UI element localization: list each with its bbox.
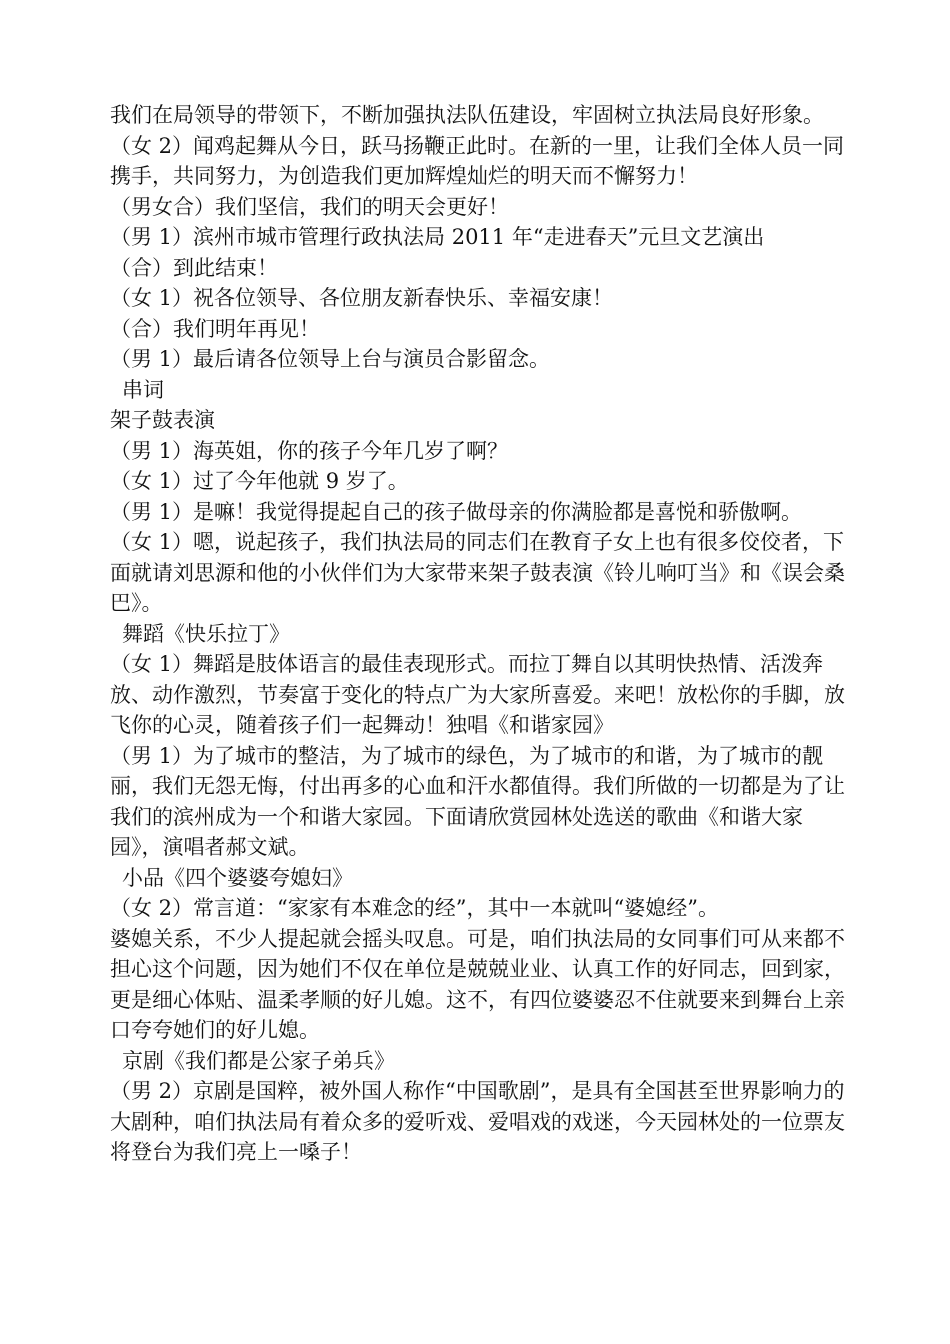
paragraph: 我们在局领导的带领下，不断加强执法队伍建设，牢固树立执法局良好形象。 [110,103,824,127]
paragraph: （女 2）闻鸡起舞从今日，跃马扬鞭正此时。在新的一里，让我们全体人员一同携手，共同努力，为创造我们更加辉煌灿烂的明天而不懈努力！ [110,133,845,188]
section-heading: 架子鼓表演 [110,408,215,432]
paragraph: （男 1）海英姐，你的孩子今年几岁了啊？ [110,438,509,463]
paragraph: （男 1）滨州市城市管理行政执法局 2011 年“走进春天”元旦文艺演出 [110,225,765,249]
section-heading: 京剧《我们都是公家子弟兵》 [122,1048,395,1073]
paragraph: （男 1）最后请各位领导上台与演员合影留念。 [110,347,551,371]
paragraph: （男 2）京剧是国粹，被外国人称作“中国歌剧”，是具有全国甚至世界影响力的大剧种，咱们执法局有着众多的爱听戏、爱唱戏的戏迷，今天园林处的一位票友将登台为我们亮上一嗓子！ [110,1079,845,1164]
paragraph: （女 1）舞蹈是肢体语言的最佳表现形式。而拉丁舞自以其明快热情、活泼奔放、动作激烈，节奏富于变化的特点广为大家所喜爱。来吧！放松你的手脚，放飞你的心灵，随着孩子们一起舞动！独唱《和谐家园》 [110,652,845,737]
section-heading: 小品《四个婆婆夸媳妇》 [122,865,353,890]
paragraph: 婆媳关系，不少人提起就会摇头叹息。可是，咱们执法局的女同事们可从来都不担心这个问题，因为她们不仅在单位是兢兢业业、认真工作的好同志，回到家，更是细心体贴、温柔孝顺的好儿媳。这不，有四位婆婆忍不住就要来到舞台上亲口夸夸她们的好儿媳。 [110,926,845,1042]
paragraph: （女 1）过了今年他就 9 岁了。 [110,469,409,493]
paragraph: （合）我们明年再见！ [110,316,320,341]
paragraph: （女 2）常言道：“家家有本难念的经”，其中一本就叫“婆媳经”。 [110,896,719,920]
section-heading: 舞蹈《快乐拉丁》 [122,621,290,646]
paragraph: （女 1）嗯，说起孩子，我们执法局的同志们在教育子女上也有很多佼佼者，下面就请刘思源和他的小伙伴们为大家带来架子鼓表演《铃儿响叮当》和《误会桑巴》。 [110,530,845,615]
document-body [110,100,855,1168]
paragraph: （女 1）祝各位领导、各位朋友新春快乐、幸福安康！ [110,286,614,310]
paragraph: （男 1）是嘛！我觉得提起自己的孩子做母亲的你满脸都是喜悦和骄傲啊。 [110,499,803,524]
paragraph: （男 1）为了城市的整洁，为了城市的绿色，为了城市的和谐，为了城市的靓丽，我们无怨无悔，付出再多的心血和汗水都值得。我们所做的一切都是为了让我们的滨州成为一个和谐大家园。下面请欣赏园林处选送的歌曲《和谐大家园》，演唱者郝文斌。 [110,743,845,859]
section-heading: 串词 [122,377,164,402]
paragraph: （男女合）我们坚信，我们的明天会更好！ [110,194,509,219]
paragraph: （合）到此结束！ [110,255,278,280]
